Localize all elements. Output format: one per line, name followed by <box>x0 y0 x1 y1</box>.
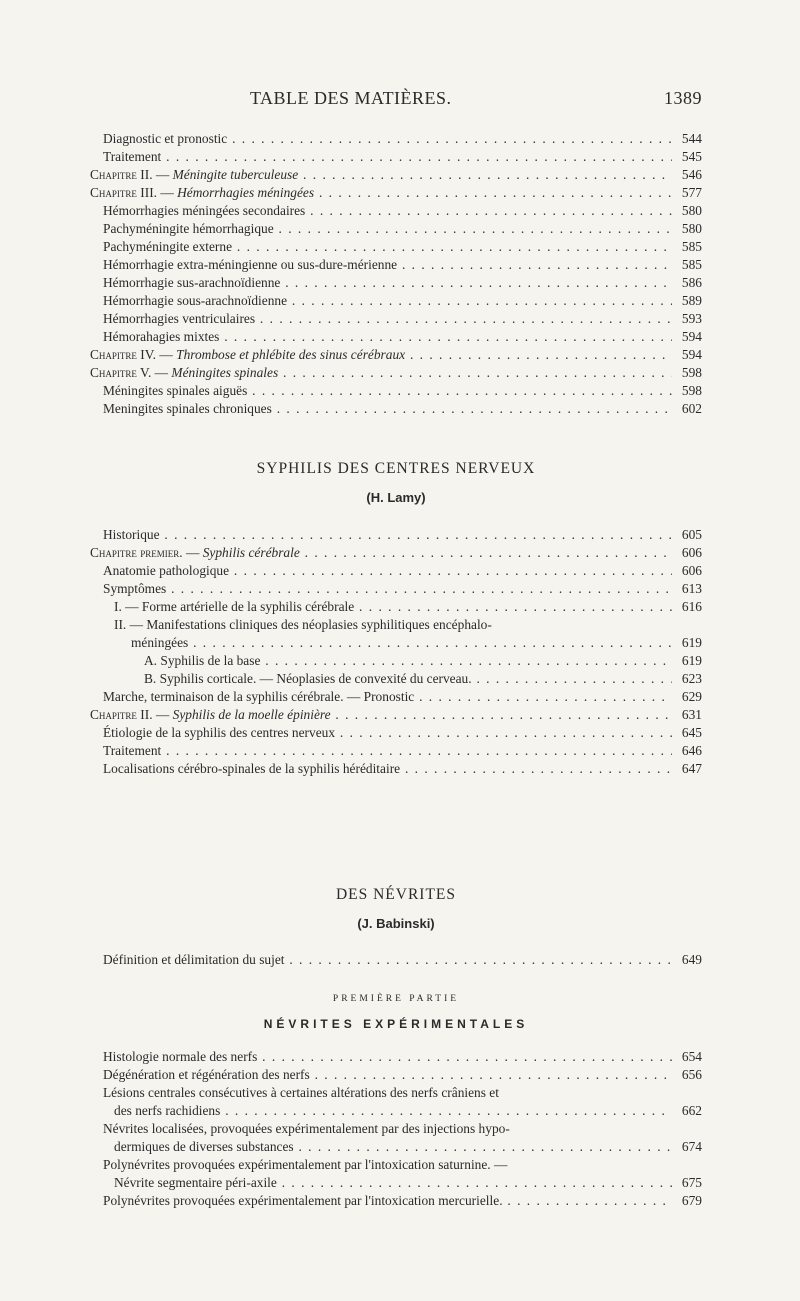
toc-entry: Hémorrhagie extra-méningienne ou sus-dure-mérienne . . . 585 <box>90 256 702 274</box>
toc-chapter: Chapitre III. — Hémorrhagies méningées . . . 577 <box>90 184 702 202</box>
toc-entry: Traitement . . . 646 <box>90 742 702 760</box>
toc-entry: Marche, terminaison de la syphilis cérébrale. — Pronostic . . . 629 <box>90 688 702 706</box>
toc-entry: Polynévrites provoquées expérimentalement par l'intoxication mercurielle. . . . 679 <box>90 1192 702 1210</box>
toc-entry: Définition et délimitation du sujet . . . 649 <box>90 951 702 969</box>
toc-entry: Pachyméningite hémorrhagique . . . 580 <box>90 220 702 238</box>
toc-group-meningites <box>90 130 702 418</box>
toc-chapter: Chapitre premier. — Syphilis cérébrale . . . 606 <box>90 544 702 562</box>
toc-group-nevrites-experimentales <box>90 1048 702 1210</box>
part-title: NÉVRITES EXPÉRIMENTALES <box>263 1017 529 1031</box>
toc-chapter: Chapitre II. — Syphilis de la moelle épinière . . . 631 <box>90 706 702 724</box>
toc-chapter: Chapitre II. — Méningite tuberculeuse . . . 546 <box>90 166 702 184</box>
section-author-babinski: (J. Babinski) <box>357 916 435 931</box>
toc-entry: Névrite segmentaire péri-axile . . . 675 <box>90 1174 702 1192</box>
toc-entry: Hémorahagies mixtes . . . 594 <box>90 328 702 346</box>
toc-entry: A. Syphilis de la base . . . 619 <box>90 652 702 670</box>
toc-entry: Hémorrhagie sous-arachnoïdienne . . . 589 <box>90 292 702 310</box>
toc-chapter: Chapitre V. — Méningites spinales . . . 598 <box>90 364 702 382</box>
section-title-syphilis: SYPHILIS DES CENTRES NERVEUX <box>256 460 536 477</box>
page-number: 1389 <box>664 88 702 108</box>
toc-entry: dermiques de diverses substances . . . 674 <box>90 1138 702 1156</box>
toc-entry: méningées . . . 619 <box>90 634 702 652</box>
toc-entry: Étiologie de la syphilis des centres nerveux . . . 645 <box>90 724 702 742</box>
toc-entry: Meningites spinales chroniques . . . 602 <box>90 400 702 418</box>
toc-entry: Polynévrites provoquées expérimentalement par l'intoxication saturnine. — <box>103 1157 508 1172</box>
toc-group-syphilis <box>90 526 702 778</box>
toc-entry: Lésions centrales consécutives à certaines altérations des nerfs crâniens et <box>103 1085 499 1100</box>
toc-entry: II. — Manifestations cliniques des néoplasies syphilitiques encéphalo- <box>114 617 492 632</box>
toc-entry: Névrites localisées, provoquées expérimentalement par des injections hypo- <box>103 1121 510 1136</box>
toc-entry: Traitement . . . 545 <box>90 148 702 166</box>
toc-entry: Méningites spinales aiguës . . . 598 <box>90 382 702 400</box>
toc-group-definition <box>90 951 702 969</box>
toc-entry: Anatomie pathologique . . . 606 <box>90 562 702 580</box>
section-title-nevrites: DES NÉVRITES <box>335 886 457 903</box>
toc-entry: Hémorrhagies méningées secondaires . . . 580 <box>90 202 702 220</box>
toc-entry: Pachyméningite externe . . . 585 <box>90 238 702 256</box>
toc-entry: Diagnostic et pronostic . . . 544 <box>90 130 702 148</box>
toc-entry: Symptômes . . . 613 <box>90 580 702 598</box>
page-header <box>90 88 702 112</box>
running-title: TABLE DES MATIÈRES. <box>250 88 452 108</box>
part-label: PREMIÈRE PARTIE <box>332 994 460 1004</box>
section-author-lamy: (H. Lamy) <box>366 490 426 505</box>
toc-entry: B. Syphilis corticale. — Néoplasies de convexité du cerveau. . . . 623 <box>90 670 702 688</box>
toc-entry: Dégénération et régénération des nerfs . . . 656 <box>90 1066 702 1084</box>
toc-entry: Hémorrhagie sus-arachnoïdienne . . . 586 <box>90 274 702 292</box>
toc-entry: I. — Forme artérielle de la syphilis cérébrale . . . 616 <box>90 598 702 616</box>
toc-entry: Localisations cérébro-spinales de la syphilis héréditaire . . . 647 <box>90 760 702 778</box>
toc-entry: Hémorrhagies ventriculaires . . . 593 <box>90 310 702 328</box>
toc-entry: Histologie normale des nerfs . . . 654 <box>90 1048 702 1066</box>
toc-entry: des nerfs rachidiens . . . 662 <box>90 1102 702 1120</box>
toc-chapter: Chapitre IV. — Thrombose et phlébite des sinus cérébraux . . . 594 <box>90 346 702 364</box>
toc-entry: Historique . . . 605 <box>90 526 702 544</box>
